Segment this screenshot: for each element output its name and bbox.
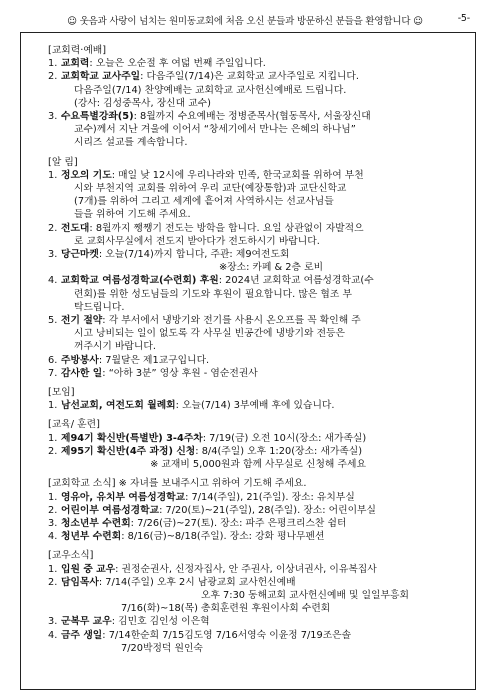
item-text-line: 7/16(화)~18(목) 총회훈련원 후원이사회 수련회 — [121, 603, 331, 615]
item-label: 당근마켓 — [61, 249, 99, 261]
item-number: 2. — [48, 576, 58, 588]
item-label: 제95기 확신반(4주 과정) 신청 — [61, 445, 196, 457]
list-item — [48, 70, 468, 110]
item-text: : 8월까지 쨍쨍기 전도는 방학을 합니다. 요일 상관없이 자발적으 — [89, 222, 364, 234]
item-number: 1. — [48, 58, 58, 70]
section-meetings — [48, 386, 468, 412]
section-church-school — [48, 477, 468, 543]
list-item — [48, 576, 468, 616]
item-label: 전도대 — [61, 222, 90, 234]
bulletin-content — [48, 44, 468, 655]
section-worship — [48, 44, 468, 150]
item-text-line: 시리즈 설교를 계속합니다. — [74, 137, 188, 149]
item-text: : 2024년 교회학교 여름성경학교(수 — [218, 275, 374, 287]
item-text: : 김민호 김인성 이은혁 — [111, 616, 210, 628]
item-text-line: 시고 낭비되는 일이 없도록 각 사무실 빈공간에 냉방기와 전등은 — [74, 328, 345, 340]
item-text: : 7/20(토)~21(주일), 28(주일). 장소: 어린이부실 — [159, 504, 376, 516]
item-number: 4. — [48, 531, 58, 543]
item-label: 입원 중 교우 — [61, 563, 116, 575]
list-item — [48, 169, 468, 222]
list-item — [48, 530, 468, 543]
item-text: : 7/14(주일) 오후 2시 남광교회 교사헌신예배 — [98, 576, 296, 588]
item-number: 4. — [48, 275, 58, 287]
item-text: : 7월달은 제1교구입니다. — [98, 354, 210, 366]
item-label: 정오의 기도 — [61, 169, 112, 181]
item-number: 5. — [48, 315, 58, 327]
section-title — [48, 477, 468, 490]
list-item — [48, 629, 468, 655]
list-item — [48, 222, 468, 248]
item-text-line: 들을 위하여 기도해 주세요. — [74, 209, 191, 221]
item-text-line: 다음주일(7/14) 찬양예배는 교회학교 교사헌신예배로 드립니다. — [74, 84, 347, 96]
item-label: 교회학교 여름성경학교(수련회) 후원 — [61, 275, 219, 287]
list-item — [48, 248, 468, 274]
list-item — [48, 517, 468, 530]
section-title: [교우소식] — [48, 550, 94, 562]
item-label: 전기 절약 — [61, 315, 103, 327]
item-text-line: 로 교회사무실에서 전도지 받아다가 전도하시기 바랍니다. — [74, 235, 320, 247]
item-note: ※ 교재비 5,000원과 함께 사무실로 신청해 주세요 — [150, 459, 366, 471]
item-label: 어린이부 여름성경학교 — [61, 504, 160, 516]
list-item — [48, 432, 468, 445]
item-text-line: 꺼주시기 바랍니다. — [74, 341, 156, 353]
item-number: 3. — [48, 249, 58, 261]
section-member-news — [48, 549, 468, 655]
item-label: 청년부 수련회 — [61, 531, 122, 543]
list-item — [48, 314, 468, 354]
item-number: 3. — [48, 517, 58, 529]
item-text: : 8/16(금)~8/18(주일). 장소: 강화 평나무펜션 — [121, 531, 325, 543]
item-number: 1. — [48, 432, 58, 444]
list-item — [48, 491, 468, 504]
list-item — [48, 354, 468, 367]
list-item — [48, 274, 468, 314]
item-number: 2. — [48, 71, 58, 83]
list-item — [48, 445, 468, 458]
item-text: : 7/19(금) 오전 10시(장소: 새가족실) — [202, 432, 367, 444]
item-text: : 권정순권사, 신정자집사, 안 주권사, 이상녀권사, 이유복집사 — [115, 563, 377, 575]
item-text: : 7/14(주일), 21(주일). 장소: 유치부실 — [185, 491, 355, 503]
item-label: 영유아, 유치부 여름성경학교 — [61, 491, 186, 503]
item-text-line: (강사: 김성중목사, 장신대 교수) — [74, 97, 211, 109]
item-text: : 7/14한순희 7/15김도영 7/16서영숙 이윤정 7/19조은솔 — [102, 629, 352, 641]
item-number: 1. — [48, 400, 58, 412]
item-number: 1. — [48, 491, 58, 503]
item-label: 감사한 일 — [61, 367, 103, 379]
item-text-line: 오후 7:30 동해교회 교사헌신예배 및 일일부흥회 — [201, 589, 409, 601]
section-title: [교회력·예배] — [48, 45, 107, 56]
item-label: 교회학교 교사주일 — [61, 71, 141, 83]
item-label: 남선교회, 여전도회 월례회 — [61, 400, 176, 412]
item-text: : 8월까지 수요예배는 정병준목사(협동목사, 서울장신대 — [133, 111, 371, 123]
item-text: : 오늘은 오순절 후 여덟 번째 주일입니다. — [89, 58, 266, 70]
item-text-line: 탁드립니다. — [74, 301, 125, 313]
item-label: 주방봉사 — [61, 354, 99, 366]
list-item — [48, 399, 468, 412]
section-title-note: ※ 자녀를 보내주시고 위하여 기도해 주세요. — [115, 478, 307, 490]
section-announcements — [48, 156, 468, 380]
item-text-line: 시와 부천지역 교회를 위하여 우리 교단(예장통합)과 교단신학교 — [74, 183, 347, 195]
list-item — [48, 504, 468, 517]
item-number: 1. — [48, 169, 58, 181]
item-label: 수요특별강좌(5) — [61, 111, 134, 123]
item-text-line: 교수)께서 지난 겨울에 이어서 “창세기에서 만나는 은혜의 하나님” — [74, 124, 356, 136]
page-number: -5- — [457, 13, 470, 24]
item-text: : 오늘(7/14)까지 합니다, 주관: 제9여전도회 — [98, 249, 290, 261]
item-number: 2. — [48, 445, 58, 457]
item-text: : 7/26(금)~27(토). 장소: 파주 은평크리스찬 쉼터 — [130, 517, 347, 529]
item-number: 4. — [48, 629, 58, 641]
section-title: [교육/ 훈련] — [48, 419, 100, 431]
item-number: 7. — [48, 367, 58, 379]
item-text: : 8/4(주일) 오후 1:20(장소: 새가족실) — [195, 445, 363, 457]
item-text-line: 7/20박정덕 원인숙 — [121, 642, 203, 654]
list-item — [48, 110, 468, 150]
section-education — [48, 418, 468, 471]
item-text: : 각 부서에서 냉방기와 전기를 사용시 온오프를 꼭 확인해 주 — [102, 315, 361, 327]
item-text: : 다음주일(7/14)은 교회학교 교사주일로 지킵니다. — [140, 71, 359, 83]
page-header — [0, 13, 490, 27]
item-number: 3. — [48, 111, 58, 123]
item-text: : 오늘(7/14) 3부예배 후에 있습니다. — [175, 400, 335, 412]
item-number: 1. — [48, 563, 58, 575]
section-title: [모임] — [48, 387, 75, 399]
item-label: 청소년부 수련회 — [61, 517, 131, 529]
item-text: : 매일 낮 12시에 우리나라와 민족, 한국교회를 위하여 부천 — [111, 169, 364, 181]
section-title: [알 림] — [48, 156, 78, 168]
list-item — [48, 367, 468, 380]
list-item — [48, 615, 468, 628]
item-number: 3. — [48, 616, 58, 628]
list-item — [48, 563, 468, 576]
item-label: 제94기 확신반(특별반) 3-4주차 — [61, 432, 203, 444]
list-item — [48, 57, 468, 70]
item-number: 2. — [48, 504, 58, 516]
item-label: 교회력 — [61, 58, 90, 70]
item-text-line: 련회)를 위한 성도님들의 기도와 후원이 필요합니다. 많은 협조 부 — [74, 288, 352, 300]
item-label: 담임목사 — [61, 576, 99, 588]
item-label: 군복무 교우 — [61, 616, 112, 628]
item-number: 2. — [48, 222, 58, 234]
item-number: 6. — [48, 354, 58, 366]
item-label: 금주 생일 — [61, 629, 103, 641]
item-text: : “아하 3분” 영상 후원 - 염순전권사 — [102, 367, 258, 379]
header-welcome-text: ☺ 웃음과 사랑이 넘치는 원미동교회에 처음 오신 분들과 방문하신 분들을 환영합니다 ☺ — [67, 16, 423, 27]
item-note: ※장소: 카페 & 2층 로비 — [218, 262, 324, 274]
section-title-text: [교회학교 소식] — [48, 478, 116, 490]
item-text-line: (7개)를 위하여 그리고 세계에 흩어져 사역하시는 선교사님들 — [74, 196, 334, 208]
